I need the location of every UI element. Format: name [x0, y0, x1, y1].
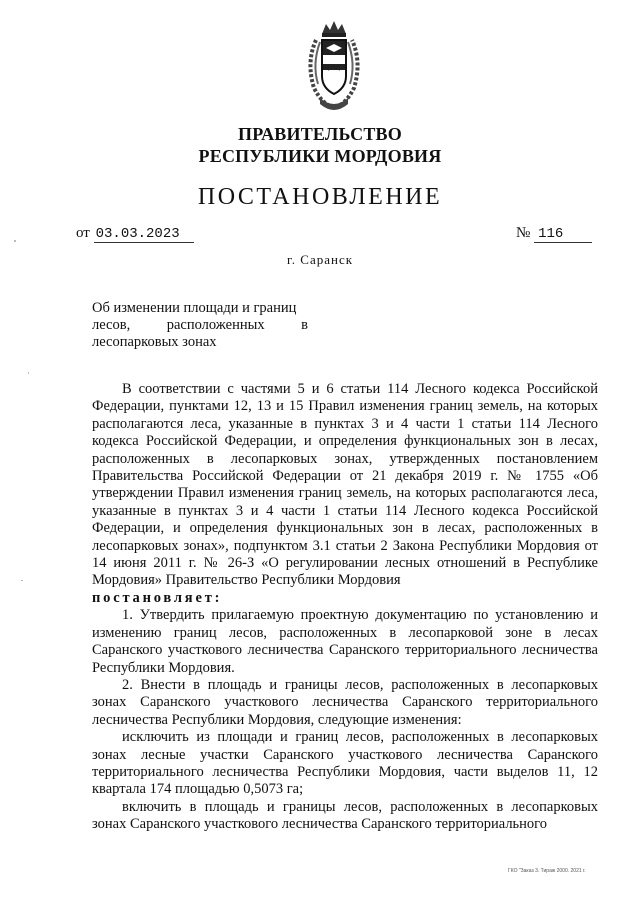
city-label: г. Саранск: [286, 252, 354, 267]
paragraph-item-2-include: включить в площадь и границы лесов, расположенных в лесопарковых зонах Саранского участкового лесничества Саранского территориального: [92, 798, 598, 833]
date-field: [76, 225, 194, 243]
paragraph-item-2: 2. Внести в площадь и границы лесов, расположенных в лесопарковых зонах Саранского участкового лесничества Саранского территориального лесничества Республики Мордовия, следующие изменения:: [92, 676, 598, 728]
document-subject: [92, 300, 308, 351]
paragraph-item-2-exclude: исключить из площади и границ лесов, расположенных в лесопарковых зонах лесные участки Саранского участкового лесничества Саранского территориального лесничества Республики Мордовия, части выделов 11, 12 квартала 174 площадью 0,5073 га;: [92, 729, 598, 798]
number-field: [516, 225, 592, 243]
document-body: [92, 381, 598, 834]
scan-speck: [21, 580, 23, 581]
document-number: 116: [534, 226, 592, 243]
subject-line: Об изменении площади и границ: [92, 300, 297, 316]
scan-speck: [14, 240, 16, 242]
number-prefix: №: [516, 225, 531, 241]
coat-of-arms-emblem: [302, 18, 366, 118]
date-prefix: от: [76, 225, 90, 241]
government-title-line1: ПРАВИТЕЛЬСТВО: [238, 124, 402, 144]
resolves-label: постановляет:: [92, 589, 223, 606]
scan-speck: [28, 372, 29, 374]
government-title-line2: РЕСПУБЛИКИ МОРДОВИЯ: [198, 146, 442, 166]
document-type-heading: ПОСТАНОВЛЕНИЕ: [197, 184, 443, 210]
subject-line: лесопарковых зонах: [92, 334, 217, 350]
document-date: 03.03.2023: [94, 226, 194, 243]
print-footer-mark: ГКО "Заказ 3. Тираж 2000. 2021 г.: [508, 868, 586, 874]
subject-line: лесов, расположенных в: [92, 317, 308, 333]
paragraph-item-1: 1. Утвердить прилагаемую проектную документацию по установлению и изменению границ лесов, расположенных в лесопарковой зоне в лесах Саранского участкового лесничества Саранского территориального лесничества Республики Мордовия.: [92, 607, 598, 676]
preamble-paragraph: В соответствии с частями 5 и 6 статьи 114 Лесного кодекса Российской Федерации, пунктами 12, 13 и 15 Правил изменения границ земель, на которых располагаются леса, указанные в пунктах 3 и 4 части 1 статьи 114 Лесного кодекса Российской Федерации, и определения функциональных зон в лесах, расположенных в лесопарковых зонах, утвержденных постановлением Правительства Российской Федерации от 21 декабря 2019 г. № 1755 «Об утверждении Правил изменения границ земель, на которых располагаются леса, указанные в пунктах 3 и 4 части 1 статьи 114 Лесного кодекса Российской Федерации, и определения функциональных зон в лесах, расположенных в лесопарковых зонах», подпунктом 3.1 статьи 2 Закона Республики Мордовия от 14 июня 2011 г. № 26-З «О регулировании лесных отношений в Республике Мордовия» Правительство Республики Мордовия: [92, 381, 598, 589]
